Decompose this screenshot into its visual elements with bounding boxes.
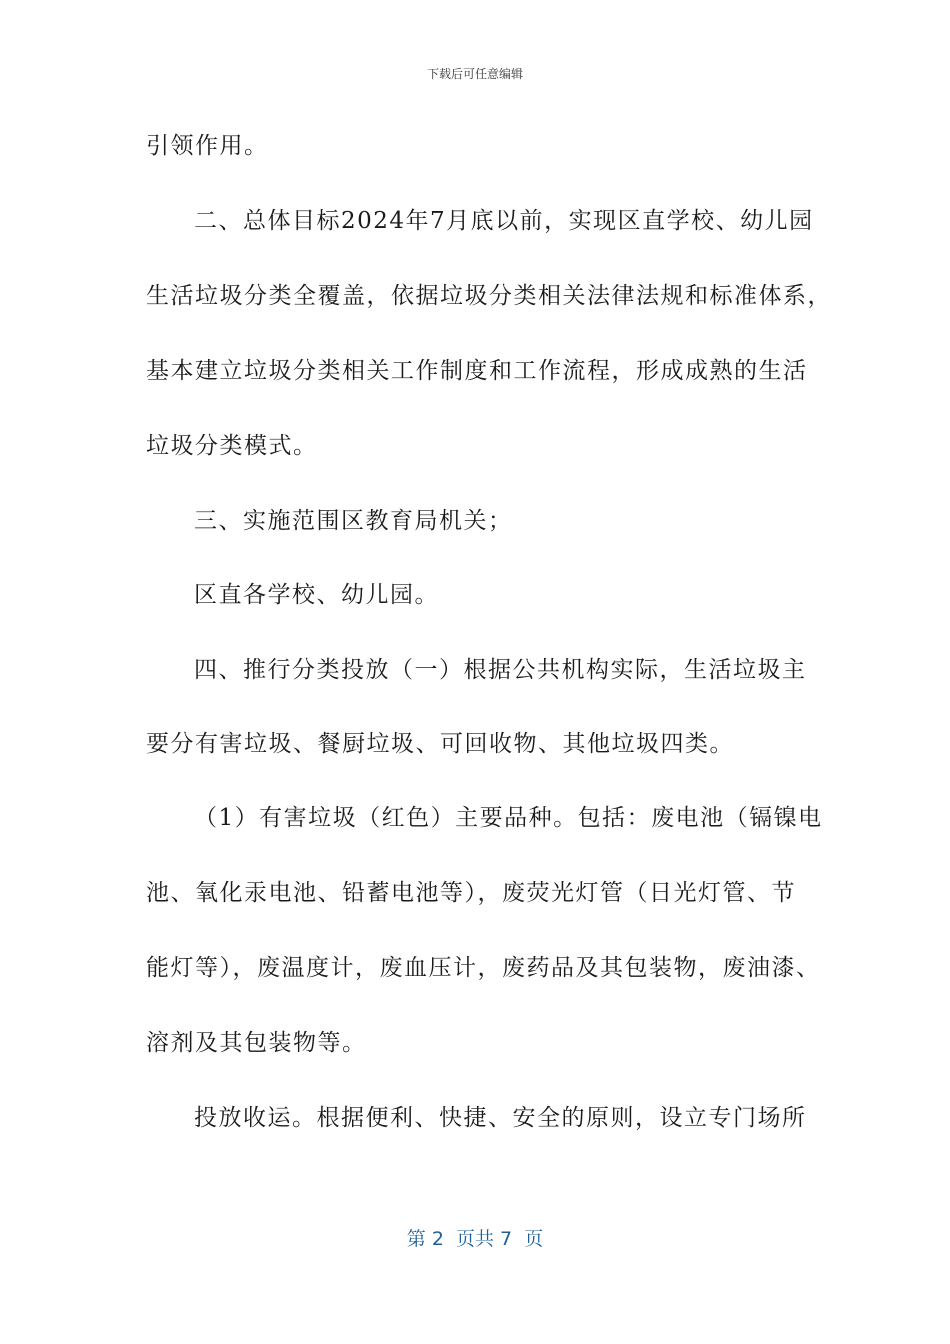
paragraph-line: 生活垃圾分类全覆盖，依据垃圾分类相关法律法规和标准体系， <box>146 283 832 309</box>
paragraph-line: 基本建立垃圾分类相关工作制度和工作流程，形成成熟的生活 <box>146 358 808 384</box>
paragraph-line: 池、氧化汞电池、铅蓄电池等），废荧光灯管（日光灯管、节 <box>146 880 796 906</box>
paragraph-line: 区直各学校、幼儿园。 <box>194 582 439 608</box>
page-number-footer: 第 2 页共 7 页 <box>406 1228 544 1250</box>
paragraph-line: 引领作用。 <box>146 133 269 159</box>
paragraph-line: 能灯等），废温度计，废血压计，废药品及其包装物，废油漆、 <box>146 955 821 981</box>
paragraph-line: 要分有害垃圾、餐厨垃圾、可回收物、其他垃圾四类。 <box>146 731 734 757</box>
page-header: 下载后可任意编辑 <box>426 67 523 81</box>
paragraph-line: 三、实施范围区教育局机关； <box>194 508 513 534</box>
paragraph-line: 溶剂及其包装物等。 <box>146 1030 367 1056</box>
paragraph-line: 投放收运。根据便利、快捷、安全的原则，设立专门场所 <box>194 1105 807 1131</box>
paragraph-line: 二、总体目标2024年7月底以前，实现区直学校、幼儿园 <box>194 208 814 234</box>
paragraph-line: （1）有害垃圾（红色）主要品种。包括：废电池（镉镍电 <box>194 805 823 831</box>
paragraph-line: 四、推行分类投放（一）根据公共机构实际，生活垃圾主 <box>194 657 807 683</box>
paragraph-line: 垃圾分类模式。 <box>146 433 318 459</box>
